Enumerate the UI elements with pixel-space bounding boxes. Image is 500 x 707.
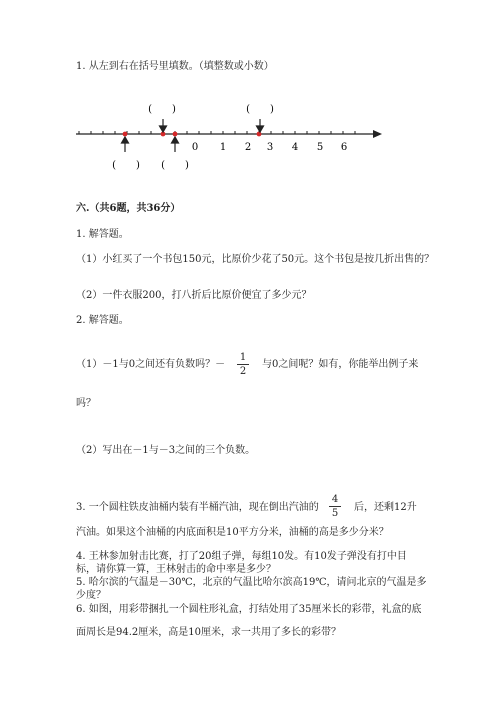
problem-1-label: 1. 解答题。 (76, 229, 129, 240)
blank-top-left: ( ) (148, 104, 176, 115)
fraction-one-half (237, 352, 249, 377)
up-arrows (122, 137, 179, 152)
number-line-arrow (373, 130, 382, 138)
problem-2-label: 2. 解答题。 (76, 315, 129, 326)
problem-5-line-2: 少度？ (76, 590, 106, 601)
problem-5-line-1: 5. 哈尔滨的气温是－30℃，北京的气温比哈尔滨高19℃，请问北京的气温是多 (76, 577, 427, 588)
blank-bottom-left: ( ) (112, 160, 140, 171)
blank-top-right: ( ) (246, 104, 274, 115)
fraction-denominator: 2 (239, 366, 247, 377)
number-line-figure (70, 100, 390, 178)
problem-3-end: 后，还剩12升 (354, 502, 417, 513)
problem-2-part-2: （2）写出在－1与－3之间的三个负数。 (76, 445, 256, 456)
tick-label-2: 2 (244, 142, 252, 153)
tick-label-6: 6 (340, 142, 348, 153)
problem-2-part-1-start: （1）－1与0之间还有负数吗？－ (76, 359, 226, 370)
problem-4-line-1: 4. 王林参加射击比赛，打了20组子弹，每组10发。有10发子弹没有打中目 (76, 551, 407, 562)
problem-3-start: 3. 一个圆柱铁皮油桶内装有半桶汽油，现在倒出汽油的 (76, 502, 319, 513)
problem-2-part-1-continued: 吗？ (76, 398, 96, 409)
question-1-title: 1. 从左到右在括号里填数。（填整数或小数） (76, 61, 274, 72)
tick-label-1: 1 (219, 142, 227, 153)
down-arrows (160, 119, 264, 132)
fraction-four-fifths (329, 494, 341, 519)
fraction-numerator: 1 (239, 352, 247, 363)
fraction-numerator: 4 (331, 494, 339, 505)
section-6-heading: 六.（共6题，共36分） (76, 203, 181, 214)
problem-1-part-1: （1）小红买了一个书包150元，比原价少花了50元。这个书包是按几折出售的？ (76, 254, 435, 265)
tick-label-3: 3 (266, 142, 274, 153)
problem-6-line-1: 6. 如图，用彩带捆扎一个圆柱形礼盒，打结处用了35厘米长的彩带，礼盒的底 (76, 604, 422, 615)
problem-4-line-2: 标，请你算一算，王林射击的命中率是多少？ (76, 564, 276, 575)
blank-bottom-right: ( ) (161, 160, 189, 171)
problem-1-part-2: （2）一件衣服200，打八折后比原价便宜了多少元？ (76, 290, 312, 301)
tick-label-0: 0 (191, 142, 199, 153)
tick-label-4: 4 (291, 142, 299, 153)
problem-3-continued: 汽油。如果这个油桶的内底面积是10平方分米，油桶的高是多少分米？ (76, 527, 389, 538)
tick-label-5: 5 (316, 142, 324, 153)
problem-6-line-2: 面周长是94.2厘米，高是10厘米，求一共用了多长的彩带？ (76, 627, 341, 638)
problem-2-part-1-end: 与0之间呢？如有，你能举出例子来 (262, 359, 419, 370)
fraction-denominator: 5 (331, 508, 339, 519)
